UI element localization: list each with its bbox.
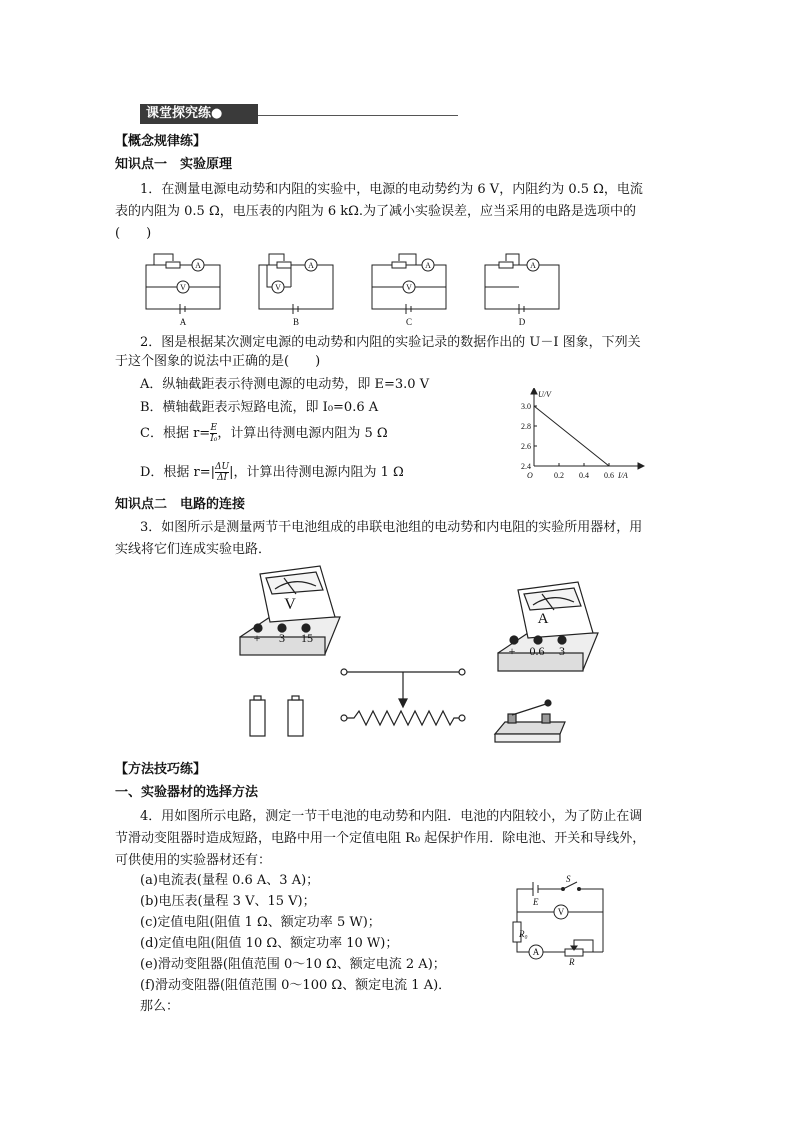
x-axis-arrow — [638, 463, 644, 469]
q4-item-e: (e)滑动变阻器(阻值范围 0～10 Ω、额定电流 2 A)； — [140, 957, 446, 972]
voltmeter-term-3: 3 — [279, 631, 285, 645]
y-axis-arrow — [531, 388, 537, 394]
q4-line3: 可供使用的实验器材还有： — [115, 853, 272, 868]
q4-voltmeter-label: V — [557, 907, 565, 917]
circuit-d — [485, 254, 559, 314]
q4-item-f: (f)滑动变阻器(阻值范围 0～100 Ω、额定电流 1 A)． — [140, 978, 452, 993]
q2-option-c — [140, 421, 388, 447]
q2-option-a: A．纵轴截距表示待测电源的电动势，即 E=3.0 V — [140, 377, 430, 392]
q4-item-d: (d)定值电阻(阻值 10 Ω、额定功率 10 W)； — [140, 936, 399, 951]
q4-item-b: (b)电压表(量程 3 V、15 V)； — [140, 894, 316, 909]
option-label-b: B — [292, 317, 300, 327]
rheostat — [341, 669, 465, 725]
method-title: 一、实验器材的选择方法 — [115, 785, 259, 800]
kp1-title: 知识点一 实验原理 — [115, 157, 233, 172]
ammeter-term-3: 3 — [559, 644, 565, 658]
q1-line2: 表的内阻为 0.5 Ω，电压表的内阻为 6 kΩ.为了减小实验误差，应当采用的电路是选项中的 — [115, 204, 637, 219]
frac-num: E — [210, 423, 218, 433]
ammeter-term-06: 0.6 — [529, 644, 545, 658]
q4-closing: 那么： — [140, 999, 180, 1014]
q4-label-r: R — [569, 957, 575, 967]
q4-label-s: S — [566, 874, 571, 884]
fraction-du-over-di — [215, 462, 229, 483]
q4-line2: 节滑动变阻器时造成短路，电路中用一个定值电阻 R₀ 起保护作用．除电池、开关和导线外， — [115, 831, 646, 846]
y-axis-label: U/V — [538, 390, 551, 399]
battery-1 — [250, 696, 265, 736]
q4-item-a: (a)电流表(量程 0.6 A、3 A)； — [140, 873, 320, 888]
circuit-a-voltmeter: V — [180, 283, 186, 292]
q1-line3: ( ) — [115, 226, 152, 241]
y-tick-label: 2.8 — [521, 422, 531, 431]
circuit-b-ammeter: A — [308, 261, 314, 270]
frac-num: ΔU — [215, 462, 230, 472]
x-tick-label: 0.6 — [604, 471, 614, 480]
concept-header: 【概念规律练】 — [115, 134, 207, 149]
q4-circuit — [505, 872, 615, 967]
q4-line1: 4．用如图所示电路，测定一节干电池的电动势和内阻．电池的内阻较小，为了防止在调 — [140, 809, 643, 824]
y-tick-label: 2.6 — [521, 442, 531, 451]
frac-den: ΔI — [217, 473, 228, 483]
circuit-c-voltmeter: V — [406, 283, 412, 292]
q4-ammeter-label: A — [532, 947, 540, 957]
option-label-d: D — [518, 317, 526, 327]
option-label-c: C — [405, 317, 413, 327]
y-tick-label: 3.0 — [521, 402, 531, 411]
q4-label-r0: R₀ — [519, 929, 528, 939]
q3-line1: 3．如图所示是测量两节干电池组成的串联电池组的电动势和内电阻的实验所用器材，用 — [140, 520, 643, 535]
ammeter-letter: A — [537, 611, 549, 627]
q2-option-d — [140, 460, 404, 486]
q4-item-c: (c)定值电阻(阻值 1 Ω、额定功率 5 W)； — [140, 915, 381, 930]
q1-circuit-options — [140, 248, 560, 328]
voltmeter-term-15: 15 — [301, 631, 313, 645]
series-line — [534, 406, 609, 466]
voltmeter-term-plus: + — [253, 631, 261, 645]
circuit-c-ammeter: A — [425, 261, 431, 270]
y-tick-label: 2.4 — [521, 462, 531, 471]
voltmeter-letter: V — [284, 596, 296, 613]
q2-line1: 2．图是根据某次测定电源的电动势和内阻的实验记录的数据作出的 U－I 图象，下列关 — [140, 335, 641, 350]
x-tick-label: 0.4 — [579, 471, 589, 480]
method-header: 【方法技巧练】 — [115, 762, 207, 777]
switch — [495, 700, 565, 742]
circuit-b-voltmeter: V — [275, 283, 281, 292]
q2-option-b: B．横轴截距表示短路电流，即 I₀=0.6 A — [140, 400, 379, 415]
q1-line1: 1．在测量电源电动势和内阻的实验中，电源的电动势约为 6 V，内阻约为 0.5 Ω，电流 — [140, 182, 643, 197]
q4-label-e: E — [533, 897, 539, 907]
origin-label: O — [527, 471, 533, 480]
ammeter-term-plus: + — [508, 644, 516, 658]
q2-option-d-post: |，计算出待测电源内阻为 1 Ω — [229, 465, 404, 480]
section-banner: 课堂探究练● — [140, 104, 258, 124]
q2-line2: 于这个图象的说法中正确的是( ) — [115, 354, 321, 369]
circuit-d-ammeter: A — [530, 261, 536, 270]
banner-rule — [258, 115, 458, 116]
q3-equipment — [230, 562, 600, 752]
option-label-a: A — [179, 317, 187, 327]
q2-option-d-pre: D．根据 r=| — [140, 465, 216, 480]
battery-2 — [288, 696, 303, 736]
circuit-a-ammeter: A — [195, 261, 201, 270]
frac-den: I₀ — [210, 434, 218, 444]
x-axis-label: I/A — [618, 471, 628, 480]
q2-option-c-post: ，计算出待测电源内阻为 5 Ω — [217, 426, 388, 441]
q2-option-c-pre: C．根据 r= — [140, 426, 211, 441]
ui-chart — [510, 388, 645, 488]
kp2-title: 知识点二 电路的连接 — [115, 497, 246, 512]
q3-line2: 实线将它们连成实验电路． — [115, 542, 272, 557]
circuit-b — [259, 254, 333, 314]
x-tick-label: 0.2 — [554, 471, 564, 480]
